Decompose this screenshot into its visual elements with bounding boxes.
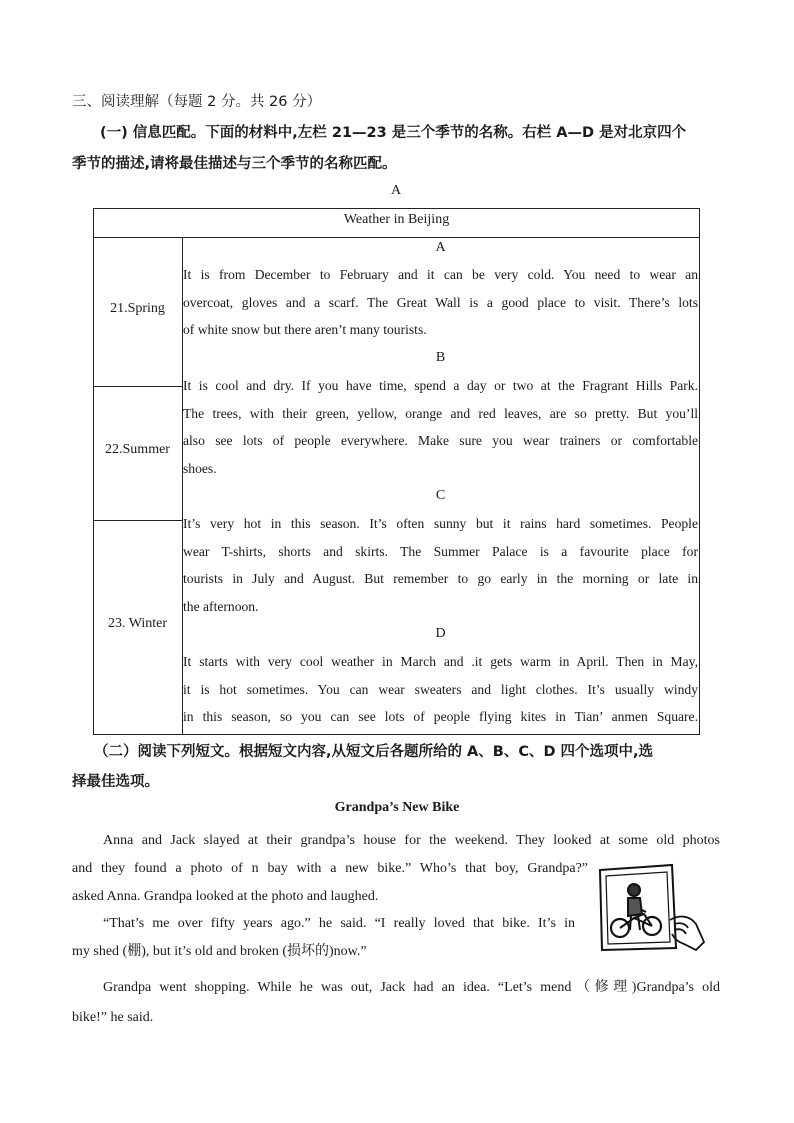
description-b-letter: B [435,350,446,365]
season-winter: 23. Winter [107,616,168,631]
part2-instruction-line1: （二）阅读下列短文。根据短文内容,从短文后各题所给的 A、B、C、D 四个选项中,选 [94,744,654,760]
part1-instruction-line2: 季节的描述,请将最佳描述与三个季节的名称匹配。 [72,156,397,172]
description-b [183,372,698,482]
description-b-line: shoes. [183,460,217,476]
description-d-line: It starts with very cool weather in March and .it gets warm in April. Then in May, [183,654,698,669]
boy-with-bike-photo-illustration [592,862,707,954]
season-spring: 21.Spring [110,301,165,316]
description-d-line: in this season, so you can see lots of people flying kites in Tian’ anmen Square. [183,709,698,725]
description-d-line: it is hot sometimes. You can wear sweaters and light clothes. It’s usually windy [183,681,698,697]
story-paragraph-1 [72,827,720,855]
description-a-line: It is from December to February and it can be very cold. You need to wear an [183,267,698,282]
story-line: bike!” he said. [72,1010,154,1025]
description-b-line: The trees, with their green, yellow, orange and red leaves, are so pretty. But you’ll [183,405,698,421]
part2-instruction-line2: 择最佳选项。 [72,774,159,790]
description-c-line: the afternoon. [183,598,259,614]
story-line: asked Anna. Grandpa looked at the photo and laughed. [72,889,379,904]
story-title: Grandpa’s New Bike [334,800,460,815]
description-d [183,648,698,731]
description-c-line: It’s very hot in this season. It’s often sunny but it rains hard sometimes. People [183,516,698,531]
description-c-letter: C [435,488,446,503]
story-paragraph-2 [72,910,575,966]
season-divider-1 [93,386,182,387]
season-summer: 22.Summer [105,442,170,457]
description-c-line: tourists in July and August. But remember to go early in the morning or late in [183,571,698,587]
part1-label: A [391,183,402,198]
description-a-line: of white snow but there aren’t many tourists. [183,322,427,338]
story-line: Grandpa went shopping. While he was out, Jack had an idea. “Let’s mend（修理)Grandpa’s old [103,980,720,995]
description-a-line: overcoat, gloves and a scarf. The Great Wall is a good place to visit. There’s lots [183,294,698,310]
story-line: “That’s me over fifty years ago.” he said. “I really loved that bike. It’s in [103,916,575,931]
story-line: and they found a photo of n bay with a new bike.” Who’s that boy, Grandpa?” [72,861,588,876]
description-b-line: It is cool and dry. If you have time, spend a day or two at the Fragrant Hills Park. [183,378,698,393]
story-line: my shed (棚), but it’s old and broken (损坏的)now.” [72,944,367,959]
story-paragraph-3 [72,973,720,1033]
description-a [183,261,698,344]
part1-instruction-line1: (一) 信息匹配。下面的材料中,左栏 21—23 是三个季节的名称。右栏 A—D 是对北京四个 [100,125,687,141]
description-c-line: wear T-shirts, shorts and skirts. The Summer Palace is a favourite place for [183,543,698,559]
description-a-letter: A [435,240,446,255]
story-line: Anna and Jack slayed at their grandpa’s house for the weekend. They looked at some old photos [103,833,720,848]
description-b-line: also see lots of people everywhere. Make sure you wear trainers or comfortable [183,433,698,449]
story-paragraph-1-cont [72,855,588,911]
section-title: 三、阅读理解（每题 2 分。共 26 分） [72,94,322,110]
season-divider-2 [93,520,182,521]
table-header-divider [93,237,700,238]
description-d-letter: D [435,626,446,641]
table-header: Weather in Beijing [343,212,450,227]
description-c [183,510,698,620]
